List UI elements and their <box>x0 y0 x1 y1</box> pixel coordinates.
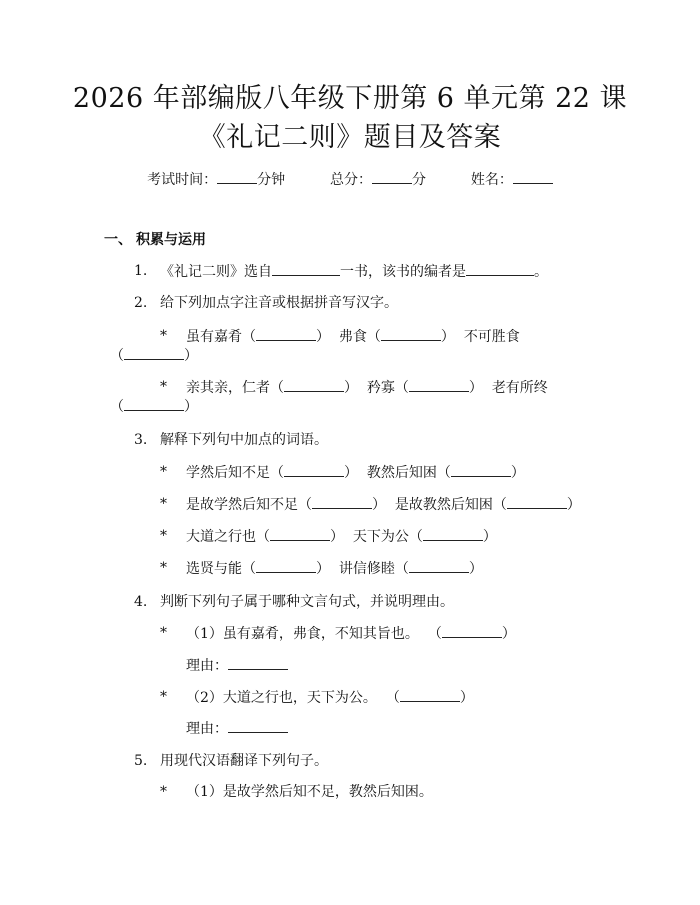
question-text: 判断下列句子属于哪种文言句式，并说明理由。 <box>160 594 454 610</box>
question-text: 用现代汉语翻译下列句子。 <box>160 753 328 769</box>
bullet-icon: * <box>160 328 167 344</box>
name-label: 姓名： <box>470 172 513 188</box>
answer-blank[interactable] <box>284 378 344 392</box>
answer-blank[interactable] <box>312 495 372 509</box>
answer-blank[interactable] <box>409 378 469 392</box>
question-text: 《礼记二则》选自 一书，该书的编者是 。 <box>160 264 548 280</box>
bullet-icon: * <box>160 496 167 512</box>
answer-blank[interactable] <box>409 559 469 573</box>
answer-blank[interactable] <box>256 327 316 341</box>
section-heading <box>104 231 206 249</box>
answer-blank[interactable] <box>507 495 567 509</box>
bullet-icon: * <box>160 464 167 480</box>
question-text: 给下列加点字注音或根据拼音写汉字。 <box>160 295 398 311</box>
answer-blank[interactable] <box>442 624 502 638</box>
list-item-wrap: （ ） <box>110 348 198 364</box>
bullet-icon: * <box>160 689 167 705</box>
reason-blank[interactable] <box>228 656 288 670</box>
answer-blank[interactable] <box>451 463 511 477</box>
reason-line: 理由： <box>186 719 288 738</box>
bullet-icon: * <box>160 625 167 641</box>
answer-blank[interactable] <box>124 397 184 411</box>
bullet-icon: * <box>160 528 167 544</box>
answer-blank[interactable] <box>256 559 316 573</box>
bullet-icon: * <box>160 560 167 576</box>
time-blank[interactable] <box>217 170 257 184</box>
answer-blank[interactable] <box>270 527 330 541</box>
question-number: 1. <box>134 263 148 279</box>
question-text: 解释下列句中加点的词语。 <box>160 432 328 448</box>
bullet-icon: * <box>160 379 167 395</box>
answer-blank[interactable] <box>423 527 483 541</box>
title-line-1: 2026 年部编版八年级下册第 6 单元第 22 课 <box>72 83 628 114</box>
score-label: 总分： <box>330 172 372 188</box>
list-item-wrap: （ ） <box>110 399 198 415</box>
answer-blank[interactable] <box>466 262 534 276</box>
question-number: 4. <box>134 594 148 610</box>
section-number: 一、 <box>104 232 132 248</box>
answer-blank[interactable] <box>381 327 441 341</box>
name-blank[interactable] <box>513 170 553 184</box>
score-blank[interactable] <box>372 170 412 184</box>
bullet-icon: * <box>160 784 167 800</box>
exam-meta <box>0 169 700 189</box>
question-number: 5. <box>134 753 148 769</box>
question-number: 3. <box>134 432 148 448</box>
answer-blank[interactable] <box>272 262 340 276</box>
answer-blank[interactable] <box>284 463 344 477</box>
answer-blank[interactable] <box>124 346 184 360</box>
title-line-2: 《礼记二则》题目及答案 <box>198 122 502 153</box>
section-title: 积累与运用 <box>136 232 206 248</box>
reason-blank[interactable] <box>228 719 288 733</box>
score-unit: 分 <box>412 172 426 188</box>
answer-blank[interactable] <box>400 688 460 702</box>
reason-line: 理由： <box>186 656 288 675</box>
time-label: 考试时间： <box>147 172 218 188</box>
question-number: 2. <box>134 295 148 311</box>
worksheet-page: 2026 年部编版八年级下册第 6 单元第 22 课 《礼记二则》题目及答案 考试时间： 分钟 总分： 分 姓名： 一、 积累与运用 1. 《礼记二则》选自 一书，该书的编者是 。 2. 给下列加点字注音或根据拼音写汉字。 * 虽有嘉肴（ ） 弗食（ ） 不可胜食 （ ） * 亲其亲，仁者（ ） 矜寡（ ） 老有所终 （ ） 3. 解释下列句中加点的词语。 * 学然后知不足（ ） 教然后知困（ ） * 是故学然后知不足（ ） 是故教然后知困（ ） * 大道之行也（ ） 天下为公（ ） * 选贤与能（ ） 讲信修睦（ ） 4. 判断下列句子属于哪种文言句式，并说明理由。 * （1）虽有嘉肴，弗食，不知其旨也。 （ ） 理由： * （2）大道之行也，天下为公。 （ ） 理由： 5. 用现代汉语翻译下列句子。 * （1）是故学然后知不足，教然后知困。 <box>0 0 700 905</box>
time-unit: 分钟 <box>257 172 286 188</box>
